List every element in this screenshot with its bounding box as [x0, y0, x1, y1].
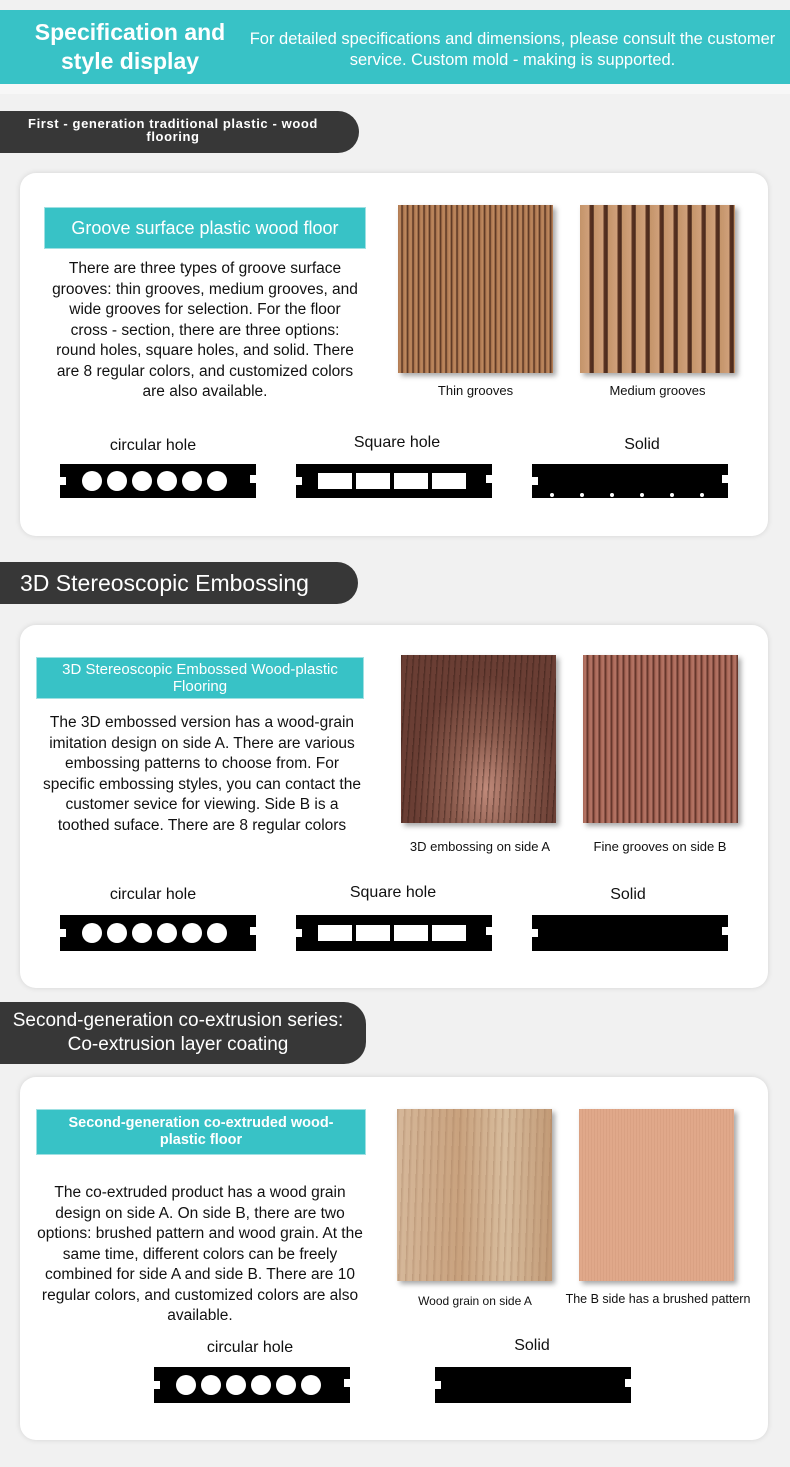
fine-grooves-caption: Fine grooves on side B	[593, 839, 727, 854]
section-3-box-title: Second-generation co-extruded wood-plastic floor	[36, 1109, 366, 1155]
section-2-pill-label: 3D Stereoscopic Embossing	[20, 570, 309, 596]
3d-embossing-caption: 3D embossing on side A	[409, 839, 551, 854]
section-2-card	[20, 625, 768, 988]
square-hole-profile-icon	[296, 464, 492, 498]
section-1-pill	[0, 111, 359, 153]
brushed-photo	[579, 1109, 734, 1281]
section-1-pill-label: First - generation traditional plastic - wood flooring	[28, 116, 318, 144]
medium-grooves-photo	[580, 205, 735, 373]
section-2-box-title: 3D Stereoscopic Embossed Wood-plastic Flooring	[36, 657, 364, 699]
section-3-pill-label: Second-generation co-extrusion series: Co-extrusion layer coating	[12, 1010, 344, 1055]
solid-profile-icon	[532, 464, 728, 498]
thin-grooves-caption: Thin grooves	[437, 383, 514, 398]
solid-label: Solid	[610, 886, 646, 903]
section-1-box-title: Groove surface plastic wood floor	[44, 207, 366, 249]
circular-hole-profile-icon	[154, 1367, 350, 1403]
circular-hole-label: circular hole	[109, 886, 197, 903]
brushed-caption: The B side has a brushed pattern	[565, 1292, 751, 1306]
solid-profile-icon	[435, 1367, 631, 1403]
section-3-description: The co-extruded product has a wood grain design on side A. On side B, there are two options: brushed pattern and wood grain. At the same time, different colors can be freely combined for side A and side B. There are 10 regular colors, and customized colors are also available.	[37, 1184, 363, 1324]
header-note: For detailed specifications and dimensions, please consult the customer service. Custom mold - making is supported.	[249, 30, 776, 69]
circular-hole-label: circular hole	[206, 1339, 294, 1356]
section-2-description: The 3D embossed version has a wood-grain imitation design on side A. There are various embossing patterns to choose from. For specific embossing styles, you can contact the customer sevice for viewing. Side B is a toothed suface. There are 8 regular colors	[43, 714, 361, 834]
header-banner	[0, 10, 790, 84]
solid-profile-icon	[532, 915, 728, 951]
thin-grooves-photo	[398, 205, 553, 373]
header-divider	[0, 84, 790, 94]
3d-embossing-photo	[401, 655, 556, 823]
medium-grooves-caption: Medium grooves	[609, 383, 706, 398]
circular-hole-profile-icon	[60, 915, 256, 951]
wood-grain-photo	[397, 1109, 552, 1281]
wood-grain-caption: Wood grain on side A	[418, 1294, 532, 1308]
square-hole-profile-icon	[296, 915, 492, 951]
square-hole-label: Square hole	[353, 434, 441, 451]
header-title: Specification and style display	[34, 19, 226, 74]
section-1-description: There are three types of groove surface grooves: thin grooves, medium grooves, and wide grooves for selection. For the floor cross - section, there are three options: round holes, square holes, and solid. There are 8 regular colors, and customized colors are also available.	[52, 260, 358, 400]
section-1-card	[20, 173, 768, 536]
circular-hole-label: circular hole	[109, 437, 197, 454]
section-3-card	[20, 1077, 768, 1440]
circular-hole-profile-icon	[60, 464, 256, 498]
section-2-pill	[0, 562, 358, 604]
fine-grooves-photo	[583, 655, 738, 823]
section-3-pill	[0, 1002, 366, 1064]
solid-label: Solid	[624, 436, 660, 453]
solid-label: Solid	[514, 1337, 550, 1354]
square-hole-label: Square hole	[349, 884, 437, 901]
